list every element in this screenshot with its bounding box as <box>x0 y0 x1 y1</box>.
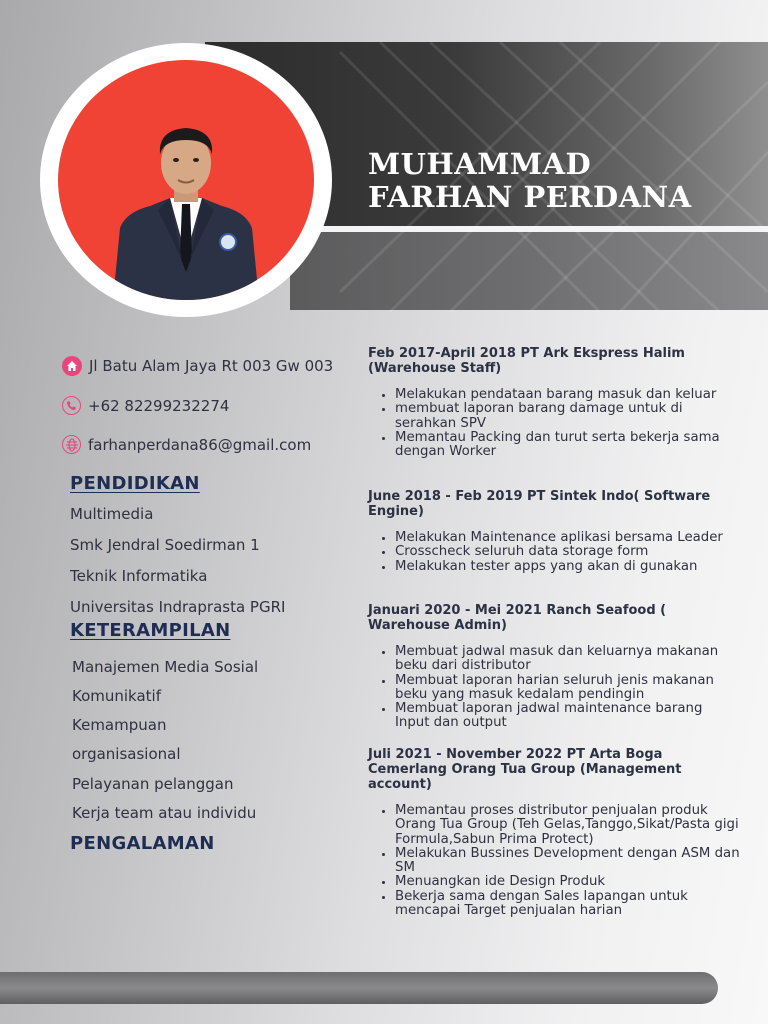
skill-item: Kemampuan <box>72 716 167 734</box>
globe-icon <box>62 435 81 454</box>
phone-icon <box>62 396 81 415</box>
job-duties <box>368 804 740 918</box>
profile-photo <box>58 60 314 300</box>
skills-heading: KETERAMPILAN <box>70 620 231 641</box>
skill-item: Pelayanan pelanggan <box>72 775 234 793</box>
job-duty: • Crosscheck seluruh data storage form <box>395 545 740 559</box>
job-duties <box>368 531 740 574</box>
skill-item: Manajemen Media Sosial <box>72 658 259 676</box>
home-icon <box>62 356 82 376</box>
job-duty: • Melakukan tester apps yang akan di gunakan <box>395 560 740 574</box>
job-duty: • Memantau Packing dan turut serta bekerja sama dengan Worker <box>395 431 740 460</box>
email-text[interactable]: farhanperdana86@gmail.com <box>88 435 312 454</box>
education-item: Smk Jendral Soedirman 1 <box>70 536 260 554</box>
skill-item: organisasional <box>72 745 181 763</box>
job-title: Feb 2017-April 2018 PT Ark Ekspress Halim (Warehouse Staff) <box>368 346 685 376</box>
contact-email <box>62 435 311 454</box>
education-heading: PENDIDIKAN <box>70 473 200 494</box>
job-duty: • Melakukan Maintenance aplikasi bersama Leader <box>395 531 740 545</box>
job-duty: • Melakukan pendataan barang masuk dan keluar <box>395 388 740 402</box>
job-entry <box>368 346 740 459</box>
job-title: June 2018 - Feb 2019 PT Sintek Indo( Software Engine) <box>368 489 711 519</box>
job-entry <box>368 603 740 731</box>
job-duty: • Membuat jadwal masuk dan keluarnya makanan beku dari distributor <box>395 645 740 674</box>
skill-item: Kerja team atau individu <box>72 804 257 822</box>
skill-item: Komunikatif <box>72 687 162 705</box>
education-item: Multimedia <box>70 505 154 523</box>
phone-text: +62 82299232274 <box>88 396 230 415</box>
job-duty: • membuat laporan barang damage untuk di serahkan SPV <box>395 402 740 431</box>
address-text: Jl Batu Alam Jaya Rt 003 Gw 003 <box>89 357 334 375</box>
job-duty: • Membuat laporan jadwal maintenance barang Input dan output <box>395 702 740 731</box>
job-title: Januari 2020 - Mei 2021 Ranch Seafood ( Warehouse Admin) <box>368 603 667 633</box>
job-duties <box>368 645 740 731</box>
contact-phone <box>62 396 229 415</box>
job-entry <box>368 747 740 918</box>
job-entry <box>368 489 740 574</box>
footer-bar <box>0 972 718 1004</box>
job-duties <box>368 388 740 459</box>
experience-heading: PENGALAMAN <box>70 833 215 854</box>
job-title: Juli 2021 - November 2022 PT Arta Boga Cemerlang Orang Tua Group (Management account) <box>368 747 682 792</box>
name-line-2: FARHAN PERDANA <box>368 180 692 214</box>
job-duty: • Menuangkan ide Design Produk <box>395 875 740 889</box>
name-line-1: MUHAMMAD <box>368 147 592 181</box>
job-duty: • Bekerja sama dengan Sales lapangan untuk mencapai Target penjualan harian <box>395 890 740 919</box>
education-item: Teknik Informatika <box>70 567 208 585</box>
candidate-name <box>368 148 692 214</box>
contact-address <box>62 356 333 376</box>
job-duty: • Membuat laporan harian seluruh jenis makanan beku yang masuk kedalam pendingin <box>395 674 740 703</box>
job-duty: • Melakukan Bussines Development dengan ASM dan SM <box>395 847 740 876</box>
education-item: Universitas Indraprasta PGRI <box>70 598 286 616</box>
person-portrait <box>58 60 314 300</box>
job-duty: • Memantau proses distributor penjualan produk Orang Tua Group (Teh Gelas,Tanggo,Sikat/Pasta gigi Formula,Sabun Prima Protect) <box>395 804 740 847</box>
